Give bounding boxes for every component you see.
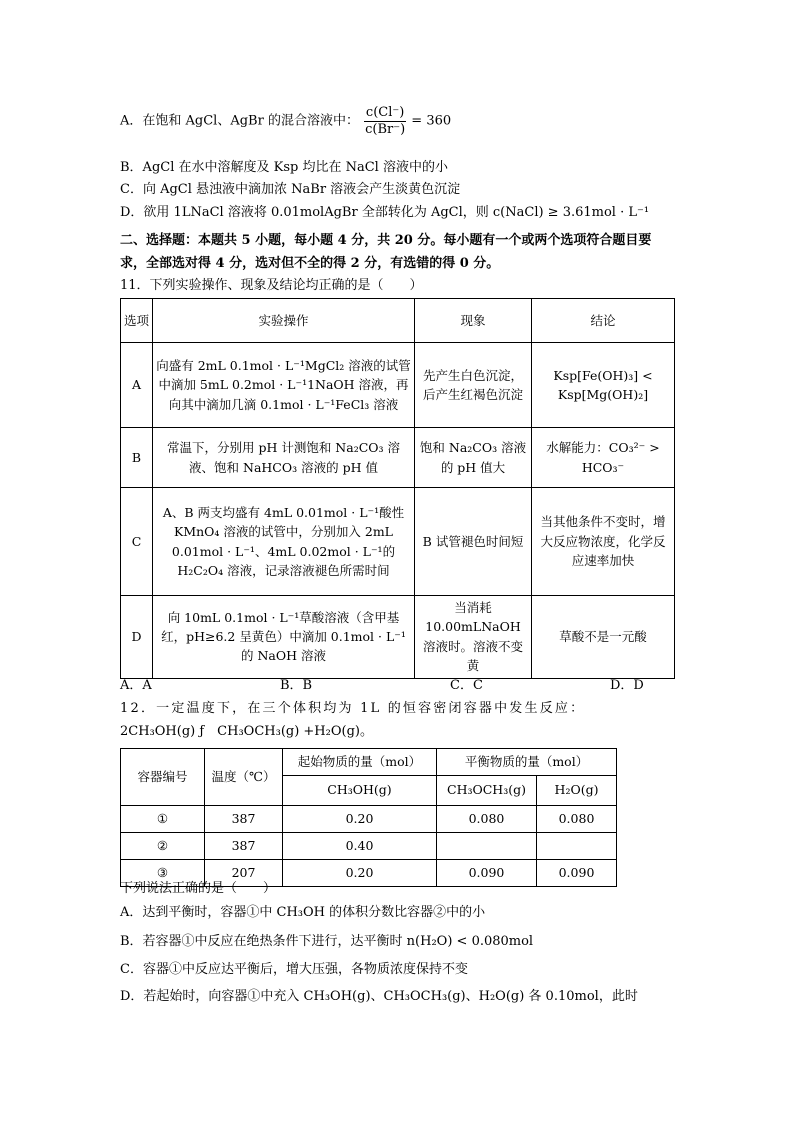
q12-option-a: A．达到平衡时，容器①中 CH₃OH 的体积分数比容器②中的小 [120,905,486,920]
concentration-ratio-fraction [363,105,407,137]
row-conclusion: 水解能力：CO₃²⁻ > HCO₃⁻ [532,428,675,488]
cell-eq-h2o: 0.090 [537,860,617,887]
cell-eq-ch3och3: 0.080 [437,806,537,833]
cell-temperature: 387 [205,833,283,860]
header-start-amount: 起始物质的量（mol） [283,749,437,776]
header-equilibrium-amount: 平衡物质的量（mol） [437,749,617,776]
row-option: D [121,596,153,679]
q12-option-b: B．若容器①中反应在绝热条件下进行，达平衡时 n(H₂O) < 0.080mol [120,934,534,949]
q12-option-c: C．容器①中反应达平衡后，增大压强，各物质浓度保持不变 [120,962,468,977]
table-row [121,806,617,833]
cell-temperature: 207 [205,860,283,887]
q11-options [120,677,680,695]
q10-option-a-text: A．在饱和 AgCl、AgBr 的混合溶液中： [120,113,359,129]
q11-option-a: A．A [120,678,152,693]
table-row [121,488,675,596]
fraction-numerator: c(Cl⁻) [365,105,405,120]
row-conclusion: 草酸不是一元酸 [532,596,675,679]
header-operation: 实验操作 [153,299,415,343]
cell-eq-h2o [537,833,617,860]
table-row [121,428,675,488]
header-phenomenon: 现象 [415,299,532,343]
cell-eq-ch3och3: 0.090 [437,860,537,887]
row-option: A [121,343,153,428]
fraction-denominator: c(Br⁻) [365,121,406,137]
table-header-row [121,299,675,343]
table-row [121,833,617,860]
row-phenomenon: 先产生白色沉淀，后产生红褐色沉淀 [415,343,532,428]
cell-start: 0.20 [283,860,437,887]
cell-start: 0.20 [283,806,437,833]
header-option: 选项 [121,299,153,343]
subheader-ch3och3: CH₃OCH₃(g) [437,776,537,806]
subheader-h2o: H₂O(g) [537,776,617,806]
q10-option-b: B．AgCl 在水中溶解度及 Ksp 均比在 NaCl 溶液中的小 [120,160,448,175]
q10-option-c: C．向 AgCl 悬浊液中滴加浓 NaBr 溶液会产生淡黄色沉淀 [120,182,461,197]
q12-equation: 2CH₃OH(g) ƒ CH₃OCH₃(g) +H₂O(g)。 [120,724,373,739]
row-option: B [121,428,153,488]
row-conclusion: Ksp[Fe(OH)₃] < Ksp[Mg(OH)₂] [532,343,675,428]
cell-eq-ch3och3 [437,833,537,860]
row-option: C [121,488,153,596]
q12-table [120,748,617,887]
section-header-line2: 求，全部选对得 4 分，选对但不全的得 2 分，有选错的得 0 分。 [120,256,500,271]
header-conclusion: 结论 [532,299,675,343]
row-phenomenon: 当消耗 10.00mLNaOH 溶液时。溶液不变黄 [415,596,532,679]
cell-temperature: 387 [205,806,283,833]
q12-stem-line1: 12．一定温度下，在三个体积均为 1L 的恒容密闭容器中发生反应： [120,701,586,716]
q12-option-d: D．若起始时，向容器①中充入 CH₃OH(g)、CH₃OCH₃(g)、H₂O(g) 各 0.10mol，此时 [120,989,638,1004]
row-operation: 向 10mL 0.1mol · L⁻¹草酸溶液（含甲基红，pH≥6.2 呈黄色）中滴加 0.1mol · L⁻¹的 NaOH 溶液 [153,596,415,679]
table-row [121,596,675,679]
section-header-line1: 二、选择题：本题共 5 小题，每小题 4 分，共 20 分。每小题有一个或两个选项符合题目要 [120,233,652,248]
header-container: 容器编号 [121,749,205,806]
q12-prompt: 下列说法正确的是（ ） [120,881,277,896]
table-row [121,343,675,428]
cell-start: 0.40 [283,833,437,860]
table-header-row [121,749,617,776]
q10-option-a [120,105,451,137]
q11-option-d: D．D [610,678,644,693]
row-phenomenon: 饱和 Na₂CO₃ 溶液的 pH 值大 [415,428,532,488]
header-temperature: 温度（℃） [205,749,283,806]
fraction-value: = 360 [411,113,452,129]
q11-stem: 11．下列实验操作、现象及结论均正确的是（ ） [120,278,423,293]
row-operation: A、B 两支均盛有 4mL 0.01mol · L⁻¹酸性 KMnO₄ 溶液的试管中，分别加入 2mL 0.01mol · L⁻¹、4mL 0.02mol · L⁻¹的 H₂C₂O₄ 溶液，记录溶液褪色所需时间 [153,488,415,596]
row-conclusion: 当其他条件不变时，增大反应物浓度，化学反应速率加快 [532,488,675,596]
subheader-ch3oh: CH₃OH(g) [283,776,437,806]
row-phenomenon: B 试管褪色时间短 [415,488,532,596]
cell-container: ② [121,833,205,860]
q11-table [120,298,675,679]
row-operation: 常温下，分别用 pH 计测饱和 Na₂CO₃ 溶液、饱和 NaHCO₃ 溶液的 pH 值 [153,428,415,488]
row-operation: 向盛有 2mL 0.1mol · L⁻¹MgCl₂ 溶液的试管中滴加 5mL 0.2mol · L⁻¹1NaOH 溶液，再向其中滴加几滴 0.1mol · L⁻¹FeCl₃ 溶液 [153,343,415,428]
q11-option-c: C．C [450,678,483,693]
cell-eq-h2o: 0.080 [537,806,617,833]
cell-container: ① [121,806,205,833]
cell-container: ③ [121,860,205,887]
q10-option-d: D．欲用 1LNaCl 溶液将 0.01molAgBr 全部转化为 AgCl，则 c(NaCl) ≥ 3.61mol · L⁻¹ [120,205,650,220]
q11-option-b: B．B [280,678,313,693]
